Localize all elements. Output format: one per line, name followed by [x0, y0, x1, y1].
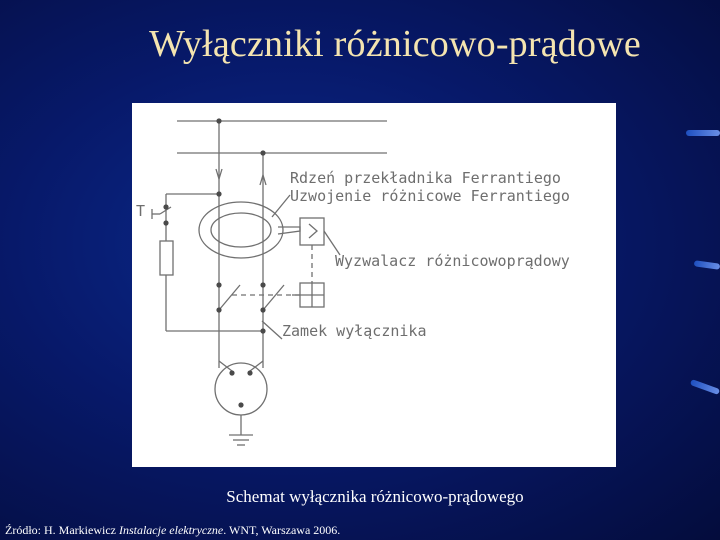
junction-dot	[260, 282, 265, 287]
figure-caption: Schemat wyłącznika różnicowo-prądowego	[226, 487, 524, 506]
decor-stripe-1	[686, 130, 720, 136]
source-prefix: Źródło: H. Markiewicz	[5, 523, 119, 537]
decor-stripe-3	[690, 379, 720, 395]
motor-terminal-dot	[229, 370, 234, 375]
switch-blade-right	[263, 285, 284, 310]
winding-lead	[278, 227, 300, 234]
source-suffix: . WNT, Warszawa 2006.	[223, 523, 341, 537]
junction-dot	[163, 204, 168, 209]
trip-relay-symbol	[309, 224, 317, 238]
junction-dot	[216, 191, 221, 196]
source-citation	[5, 523, 340, 538]
switch-blade-left	[219, 285, 240, 310]
label-trip-relay: Wyzwalacz różnicowoprądowy	[335, 252, 570, 270]
slide-title: Wyłączniki różnicowo-prądowe	[149, 23, 641, 65]
source-book-title: Instalacje elektryczne	[118, 523, 224, 537]
label-breaker-lock: Zamek wyłącznika	[282, 322, 427, 340]
schematic-diagram	[132, 103, 616, 467]
decor-stripe-2	[694, 260, 720, 270]
label-ferranti-core: Rdzeń przekładnika Ferrantiego	[290, 169, 561, 187]
junction-dot	[216, 282, 221, 287]
leader-core	[272, 195, 290, 217]
label-ferranti-winding: Uzwojenie różnicowe Ferrantiego	[290, 187, 570, 205]
junction-dot	[163, 220, 168, 225]
ferranti-core-inner	[211, 213, 271, 247]
junction-dot	[260, 150, 265, 155]
schematic-svg	[132, 103, 616, 467]
motor-terminal-dot	[238, 402, 243, 407]
test-resistor	[160, 241, 173, 275]
motor-terminal-dot	[247, 370, 252, 375]
junction-dot	[216, 307, 221, 312]
junction-dot	[216, 118, 221, 123]
trip-relay-box	[300, 218, 324, 245]
junction-dot	[260, 307, 265, 312]
label-test-button: T	[136, 202, 146, 220]
junction-dot	[260, 328, 265, 333]
